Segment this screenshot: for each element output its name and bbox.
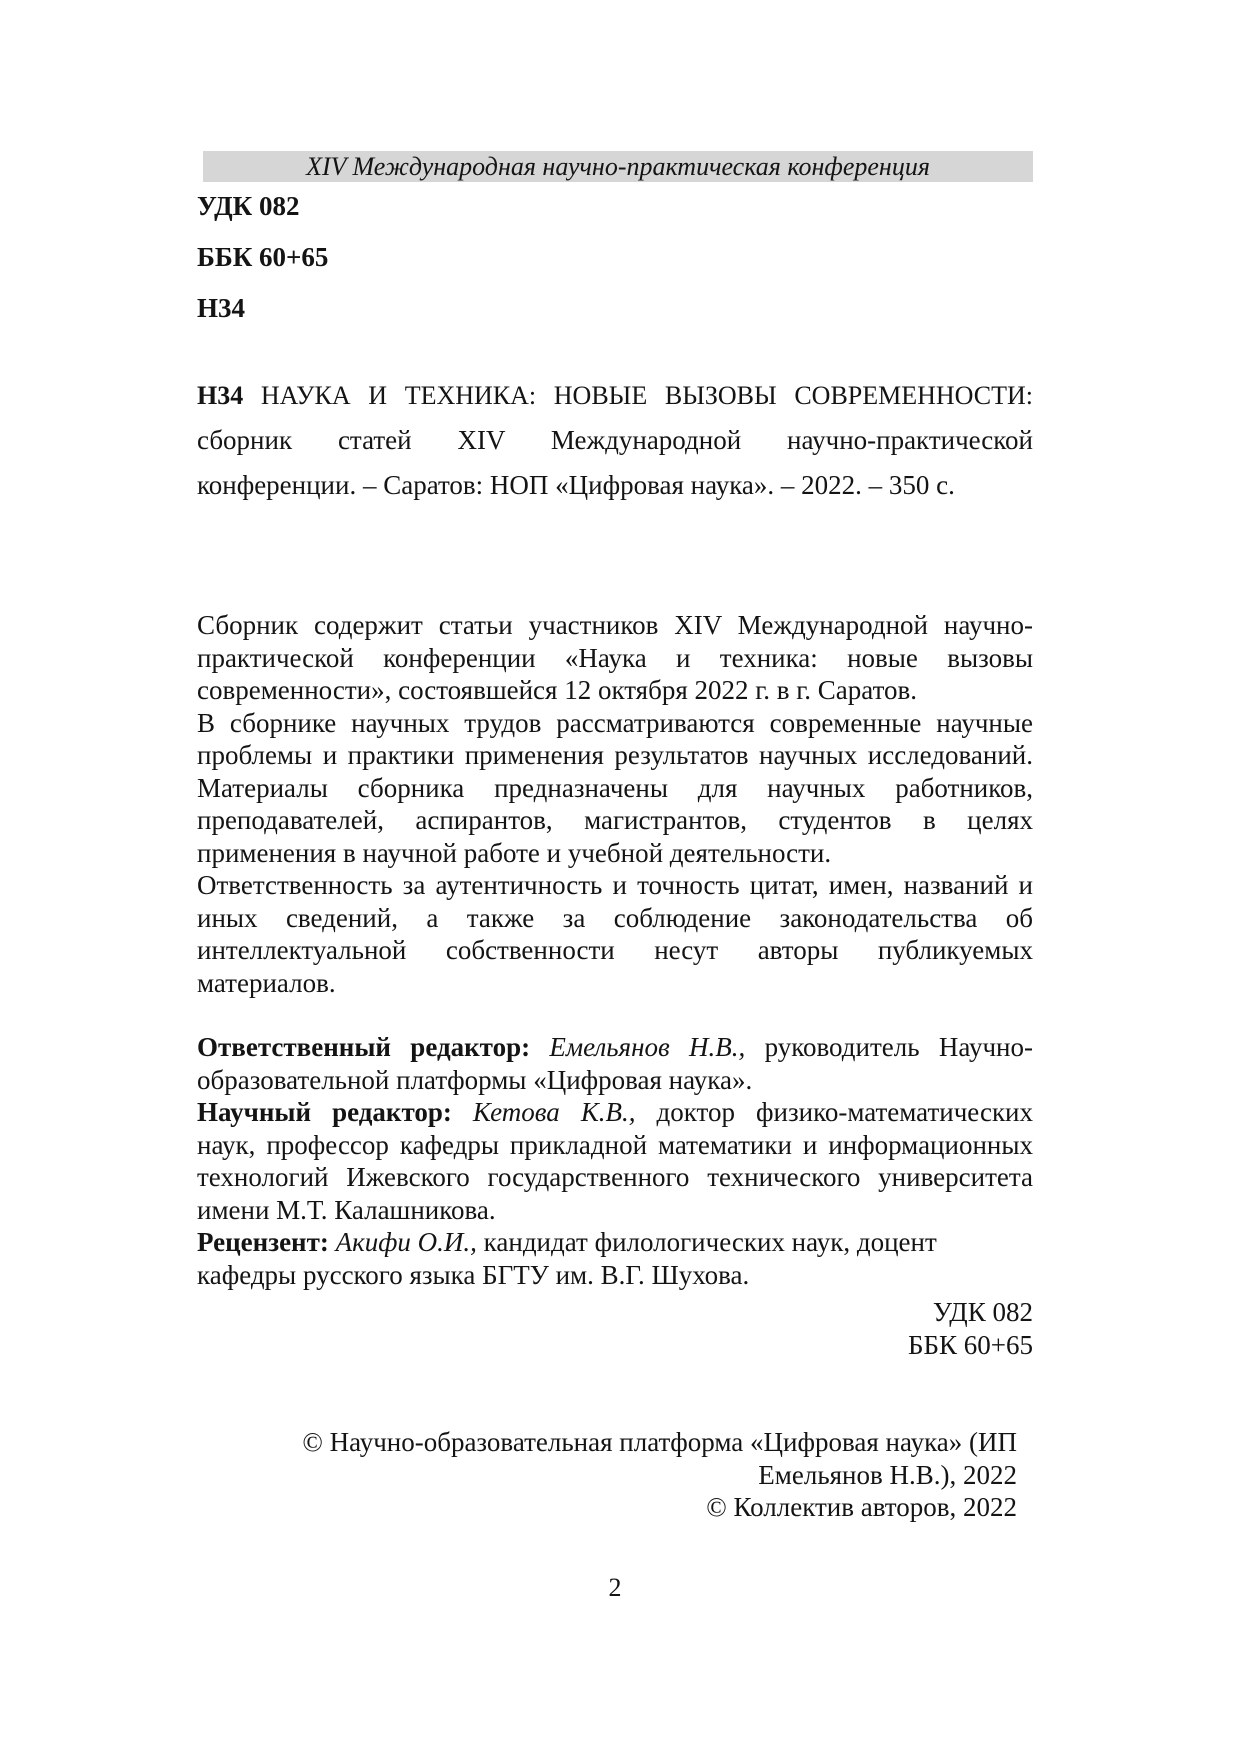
- copyright-block: [197, 1426, 1017, 1524]
- abstract-line: Сборник содержит статьи участников XIV Международной научно-: [197, 610, 1033, 640]
- copyright-line: Емельянов Н.В.), 2022: [758, 1459, 1017, 1490]
- udk-code-bottom: УДК 082: [932, 1297, 1033, 1327]
- codes-bottom-block: [197, 1296, 1033, 1361]
- scientific-editor-label: Научный редактор:: [197, 1097, 452, 1127]
- reviewer-line: [197, 1226, 1033, 1259]
- bbk-code-bottom: ББК 60+65: [908, 1329, 1033, 1360]
- author-sign-line: Н34: [197, 293, 246, 323]
- bibliographic-record: [197, 373, 1033, 508]
- reviewer-line: кафедры русского языка БГТУ им. В.Г. Шухова.: [197, 1259, 750, 1290]
- scientific-editor-role: доктор физико-математических: [656, 1097, 1034, 1127]
- scientific-editor-line: технологий Ижевского государственного технического университета: [197, 1162, 1033, 1192]
- abstract-block: [197, 609, 1033, 999]
- abstract-line: В сборнике научных трудов рассматриваются современные научные: [197, 707, 1033, 738]
- scientific-editor-line: наук, профессор кафедры прикладной математики и информационных: [197, 1129, 1033, 1160]
- abstract-line: применения в научной работе и учебной деятельности.: [197, 837, 832, 868]
- copyright-line: © Коллектив авторов, 2022: [706, 1492, 1017, 1522]
- responsible-editor-label: Ответственный редактор:: [197, 1032, 531, 1062]
- responsible-editor-role: руководитель Научно-: [764, 1032, 1033, 1062]
- responsible-editor-line: образовательной платформы «Цифровая наука».: [197, 1064, 753, 1095]
- author-sign-prefix: Н34: [197, 381, 244, 410]
- responsible-editor-name: Емельянов Н.В.,: [549, 1032, 746, 1062]
- abstract-line: практической конференции «Наука и техника: новые вызовы: [197, 642, 1033, 673]
- running-header-band: [203, 151, 1033, 182]
- book-title: НАУКА И ТЕХНИКА: НОВЫЕ ВЫЗОВЫ СОВРЕМЕННОСТИ:: [260, 381, 1033, 410]
- reviewer-name: Акифи О.И.,: [335, 1227, 477, 1257]
- abstract-line: преподавателей, аспирантов, магистрантов, студентов в целях: [197, 805, 1033, 835]
- scientific-editor-line: [197, 1096, 1033, 1129]
- abstract-line: материалов.: [197, 967, 336, 998]
- responsible-editor-line: [197, 1031, 1033, 1064]
- running-header-text: XIV Международная научно-практическая конференция: [306, 152, 930, 181]
- abstract-line: современности», состоявшейся 12 октября 2022 г. в г. Саратов.: [197, 675, 918, 705]
- page-number: 2: [608, 1573, 622, 1602]
- abstract-line: проблемы и практики применения результатов научных исследований.: [197, 740, 1033, 770]
- abstract-line: иных сведений, а также за соблюдение законодательства об: [197, 902, 1033, 933]
- copyright-line: © Научно-образовательная платформа «Цифровая наука» (ИП: [302, 1427, 1017, 1457]
- bibliographic-record-line: [197, 373, 1033, 418]
- udk-code-line: УДК 082: [197, 191, 300, 221]
- reviewer-role: кандидат филологических наук, доцент: [483, 1227, 937, 1257]
- scientific-editor-line: имени М.Т. Калашникова.: [197, 1194, 496, 1225]
- bibliographic-record-line: сборник статей XIV Международной научно-практической: [197, 425, 1033, 455]
- scientific-editor-name: Кетова К.В.,: [472, 1097, 636, 1127]
- reviewer-label: Рецензент:: [197, 1227, 329, 1257]
- bibliographic-record-line: конференции. – Саратов: НОП «Цифровая наука». – 2022. – 350 с.: [197, 470, 955, 500]
- abstract-line: интеллектуальной собственности несут авторы публикуемых: [197, 935, 1033, 965]
- bbk-code-line: ББК 60+65: [197, 242, 329, 272]
- abstract-line: Материалы сборника предназначены для научных работников,: [197, 772, 1033, 803]
- editors-block: [197, 1031, 1033, 1291]
- abstract-line: Ответственность за аутентичность и точность цитат, имен, названий и: [197, 870, 1033, 900]
